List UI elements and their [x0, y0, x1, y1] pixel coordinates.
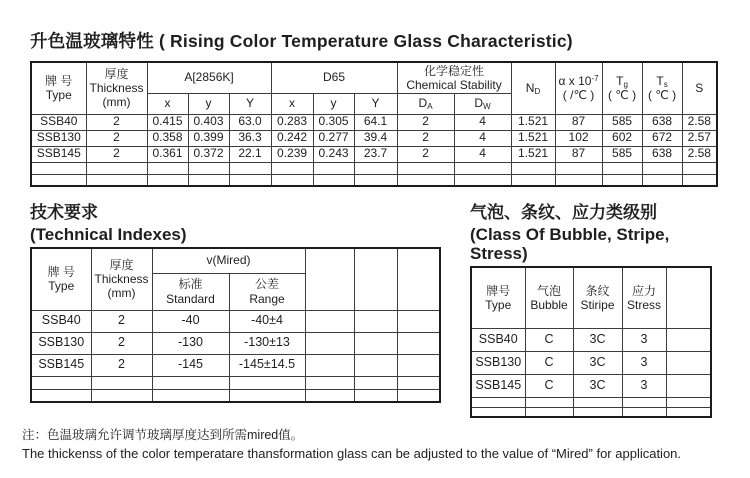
table-cell: SSB130 — [471, 351, 525, 374]
table-cell: 4 — [454, 146, 511, 162]
class-title-zh: 气泡、条纹、应力类级别 — [470, 203, 657, 222]
table-cell: 2.57 — [682, 130, 717, 146]
thickness-unit: (mm) — [107, 286, 136, 301]
table-cell: -145±14.5 — [229, 354, 305, 376]
empty-row — [31, 174, 717, 186]
table-cell: SSB40 — [31, 114, 86, 130]
table-cell: 4 — [454, 130, 511, 146]
alpha-base: α x 10 — [558, 74, 592, 89]
alpha-line — [556, 74, 602, 88]
table-cell: SSB145 — [31, 354, 91, 376]
table-cell: 1.521 — [511, 114, 555, 130]
table-cell: 63.0 — [229, 114, 271, 130]
empty-cell — [354, 310, 397, 332]
table-cell: 23.7 — [354, 146, 397, 162]
thickness-label-en: Thickness — [89, 81, 144, 96]
stripe-label-zh: 条纹 — [585, 283, 610, 298]
table-cell: SSB145 — [31, 146, 86, 162]
empty-header-cell — [354, 248, 397, 310]
empty-cell — [573, 407, 622, 417]
empty-cell — [147, 174, 188, 186]
empty-cell — [622, 397, 666, 407]
col-header-thickness — [86, 62, 147, 114]
technical-indexes-table — [30, 247, 441, 403]
table-cell: 0.277 — [313, 130, 354, 146]
col-header-type — [471, 267, 525, 328]
empty-cell — [622, 407, 666, 417]
table-cell: 0.305 — [313, 114, 354, 130]
col-header-bubble — [525, 267, 573, 328]
empty-cell — [666, 397, 711, 407]
ts-sub: s — [663, 80, 668, 90]
table-cell: 0.415 — [147, 114, 188, 130]
footnotes — [22, 427, 722, 463]
empty-cell — [91, 389, 152, 402]
standard-label-en: Standard — [166, 291, 215, 306]
empty-cell — [354, 162, 397, 174]
col-header-a-y: y — [188, 93, 229, 114]
empty-header-cell — [397, 248, 440, 310]
table-cell: 2 — [91, 310, 152, 332]
table-cell: 3 — [622, 374, 666, 397]
empty-cell — [666, 407, 711, 417]
col-header-d-Y: Y — [354, 93, 397, 114]
empty-cell — [511, 162, 555, 174]
table-cell: 87 — [555, 114, 602, 130]
table-cell: 36.3 — [229, 130, 271, 146]
dw-sub: W — [483, 101, 491, 111]
table-cell: 3C — [573, 328, 622, 351]
table-cell: -145 — [152, 354, 229, 376]
empty-cell — [397, 389, 440, 402]
nd-base: N — [525, 80, 535, 95]
table-cell: 0.358 — [147, 130, 188, 146]
table-row-ssb40 — [31, 114, 717, 130]
table-cell: 0.403 — [188, 114, 229, 130]
dw-base: D — [474, 95, 484, 110]
empty-cell — [666, 351, 711, 374]
empty-cell — [471, 397, 525, 407]
group-header-d65: D65 — [271, 62, 397, 93]
col-header-a-x: x — [147, 93, 188, 114]
empty-row — [31, 389, 440, 402]
col-header-thickness — [91, 248, 152, 310]
table-cell: 4 — [454, 114, 511, 130]
table-cell: 602 — [602, 130, 642, 146]
table-cell: 2 — [91, 354, 152, 376]
table-cell: 3C — [573, 351, 622, 374]
col-header-s: S — [682, 62, 717, 114]
table-cell: 585 — [602, 114, 642, 130]
table-cell: SSB130 — [31, 332, 91, 354]
table-cell: 2 — [397, 114, 454, 130]
da-sub: A — [427, 101, 433, 111]
technical-indexes-title-zh: 技术要求 — [30, 203, 98, 222]
empty-cell — [573, 397, 622, 407]
tg-sub: g — [623, 80, 628, 90]
table-row-ssb145 — [471, 374, 711, 397]
empty-row — [31, 376, 440, 389]
characteristic-table — [30, 61, 718, 187]
empty-cell — [271, 174, 313, 186]
bubble-label-en: Bubble — [530, 297, 568, 312]
type-label-zh: 牌 号 — [45, 74, 73, 89]
empty-cell — [91, 376, 152, 389]
empty-cell — [602, 174, 642, 186]
empty-cell — [525, 407, 573, 417]
empty-cell — [354, 174, 397, 186]
table-cell: 3 — [622, 351, 666, 374]
table-cell: 2 — [397, 146, 454, 162]
empty-cell — [305, 332, 354, 354]
table-cell: 1.521 — [511, 130, 555, 146]
bubble-label-zh: 气泡 — [536, 283, 561, 298]
empty-cell — [147, 162, 188, 174]
empty-cell — [397, 174, 454, 186]
empty-cell — [305, 310, 354, 332]
tg-base: T — [616, 74, 624, 89]
col-header-alpha — [555, 62, 602, 114]
table-cell: 0.243 — [313, 146, 354, 162]
table-cell: -40 — [152, 310, 229, 332]
table-cell: 39.4 — [354, 130, 397, 146]
tg-unit: ( ℃ ) — [607, 88, 637, 103]
nd-sub: D — [534, 86, 541, 96]
empty-cell — [152, 389, 229, 402]
footnote-zh: 注：色温玻璃允许调节玻璃厚度达到所需mired值。 — [22, 428, 304, 442]
stress-label-zh: 应力 — [631, 283, 656, 298]
empty-cell — [454, 162, 511, 174]
table-cell: 0.283 — [271, 114, 313, 130]
bottom-sections — [30, 203, 722, 418]
footnote-en: The thickenss of the color temperatare thansformation glass can be adjusted to the value of “Mired” for application. — [22, 446, 682, 461]
table-cell: C — [525, 351, 573, 374]
empty-cell — [682, 162, 717, 174]
stripe-label-en: Stiripe — [580, 297, 615, 312]
empty-cell — [642, 174, 682, 186]
col-header-dw — [454, 93, 511, 114]
empty-cell — [666, 328, 711, 351]
empty-row — [31, 162, 717, 174]
empty-cell — [354, 389, 397, 402]
col-header-a-Y: Y — [229, 93, 271, 114]
col-header-ts — [642, 62, 682, 114]
table-cell: 3C — [573, 374, 622, 397]
table-cell: 0.239 — [271, 146, 313, 162]
table-cell: 0.399 — [188, 130, 229, 146]
col-header-stress — [622, 267, 666, 328]
standard-label-zh: 标准 — [178, 277, 203, 292]
empty-cell — [397, 162, 454, 174]
empty-cell — [31, 162, 86, 174]
table-cell: 638 — [642, 114, 682, 130]
table-cell: C — [525, 374, 573, 397]
table-cell: SSB40 — [31, 310, 91, 332]
technical-indexes-title-en: (Technical Indexes) — [30, 225, 187, 244]
table-cell: 87 — [555, 146, 602, 162]
empty-cell — [397, 354, 440, 376]
table-cell: 1.521 — [511, 146, 555, 162]
type-label-en: Type — [485, 297, 512, 312]
empty-row — [471, 407, 711, 417]
table-cell: 638 — [642, 146, 682, 162]
empty-cell — [188, 162, 229, 174]
table-cell: 585 — [602, 146, 642, 162]
table-cell: 2 — [86, 114, 147, 130]
page-content — [22, 30, 722, 463]
table-cell: 102 — [555, 130, 602, 146]
table-cell: 0.242 — [271, 130, 313, 146]
ts-base: T — [656, 74, 664, 89]
empty-cell — [229, 376, 305, 389]
group-header-chemical-stability — [397, 62, 511, 93]
table-cell: C — [525, 328, 573, 351]
stress-label-en: Stress — [626, 297, 661, 312]
table-cell: 22.1 — [229, 146, 271, 162]
empty-cell — [397, 332, 440, 354]
table-row-ssb145 — [31, 146, 717, 162]
group-header-a2856k: A[2856K] — [147, 62, 271, 93]
thickness-label-zh: 厚度 — [109, 258, 134, 273]
empty-cell — [188, 174, 229, 186]
table-row-ssb40 — [31, 310, 440, 332]
table-row-ssb40 — [471, 328, 711, 351]
empty-cell — [354, 376, 397, 389]
empty-cell — [511, 174, 555, 186]
tg-line — [603, 74, 642, 88]
table-cell: 3 — [622, 328, 666, 351]
empty-cell — [471, 407, 525, 417]
empty-header-cell — [305, 248, 354, 310]
empty-cell — [397, 310, 440, 332]
table-cell: SSB40 — [471, 328, 525, 351]
empty-cell — [555, 162, 602, 174]
table-row-ssb130 — [31, 130, 717, 146]
chem-label-en: Chemical Stability — [406, 77, 502, 92]
empty-cell — [31, 376, 91, 389]
empty-cell — [666, 374, 711, 397]
thickness-unit: (mm) — [102, 95, 131, 110]
empty-cell — [555, 174, 602, 186]
empty-row — [471, 397, 711, 407]
type-label-en: Type — [48, 279, 75, 294]
empty-cell — [31, 174, 86, 186]
empty-cell — [86, 162, 147, 174]
table-cell: SSB130 — [31, 130, 86, 146]
empty-cell — [354, 332, 397, 354]
table-cell: 2 — [91, 332, 152, 354]
empty-cell — [313, 174, 354, 186]
ts-line — [643, 74, 682, 88]
da-base: D — [418, 95, 428, 110]
table-cell: 2 — [86, 130, 147, 146]
empty-cell — [354, 354, 397, 376]
table-cell: 64.1 — [354, 114, 397, 130]
col-header-stripe — [573, 267, 622, 328]
table-cell: 2 — [86, 146, 147, 162]
range-label-zh: 公差 — [254, 277, 279, 292]
empty-cell — [525, 397, 573, 407]
table-cell: 672 — [642, 130, 682, 146]
empty-cell — [31, 389, 91, 402]
table-cell: SSB145 — [471, 374, 525, 397]
thickness-label-zh: 厚度 — [104, 67, 129, 82]
empty-cell — [454, 174, 511, 186]
table-cell: -130±13 — [229, 332, 305, 354]
col-header-standard — [152, 273, 229, 310]
table-cell: 2 — [397, 130, 454, 146]
empty-cell — [602, 162, 642, 174]
empty-cell — [229, 162, 271, 174]
col-header-type — [31, 62, 86, 114]
alpha-unit: ( /℃ ) — [562, 88, 595, 103]
empty-cell — [313, 162, 354, 174]
table-row-ssb130 — [31, 332, 440, 354]
table-cell: 0.372 — [188, 146, 229, 162]
empty-cell — [229, 389, 305, 402]
table-cell: -40±4 — [229, 310, 305, 332]
table-cell: 0.361 — [147, 146, 188, 162]
table-cell: 2.58 — [682, 146, 717, 162]
col-header-d-y: y — [313, 93, 354, 114]
col-header-range — [229, 273, 305, 310]
class-table — [470, 266, 712, 418]
empty-cell — [642, 162, 682, 174]
col-header-tg — [602, 62, 642, 114]
section-technical-indexes — [30, 203, 440, 403]
ts-unit: ( ℃ ) — [647, 88, 677, 103]
empty-cell — [271, 162, 313, 174]
type-label-en: Type — [45, 88, 72, 103]
empty-cell — [305, 354, 354, 376]
col-header-type — [31, 248, 91, 310]
empty-cell — [86, 174, 147, 186]
table-row-ssb130 — [471, 351, 711, 374]
table-cell: 2.58 — [682, 114, 717, 130]
group-header-vmired: v(Mired) — [152, 248, 305, 273]
empty-header-cell — [666, 267, 711, 328]
empty-cell — [152, 376, 229, 389]
table-cell: -130 — [152, 332, 229, 354]
type-label-zh: 牌号 — [486, 283, 511, 298]
type-label-zh: 牌 号 — [47, 265, 75, 280]
alpha-exponent: -7 — [591, 74, 599, 84]
empty-cell — [229, 174, 271, 186]
thickness-label-en: Thickness — [94, 272, 149, 287]
class-title-en: (Class Of Bubble, Stripe, Stress) — [470, 225, 670, 263]
col-header-da — [397, 93, 454, 114]
empty-cell — [305, 376, 354, 389]
table-row-ssb145 — [31, 354, 440, 376]
empty-cell — [305, 389, 354, 402]
empty-cell — [682, 174, 717, 186]
empty-cell — [397, 376, 440, 389]
chem-label-zh: 化学稳定性 — [424, 63, 485, 78]
col-header-d-x: x — [271, 93, 313, 114]
range-label-en: Range — [249, 291, 285, 306]
section-class-bubble-stripe-stress — [470, 203, 711, 418]
page-title: 升色温玻璃特性 ( Rising Color Temperature Glass Characteristic) — [30, 31, 573, 51]
col-header-nd — [511, 62, 555, 114]
